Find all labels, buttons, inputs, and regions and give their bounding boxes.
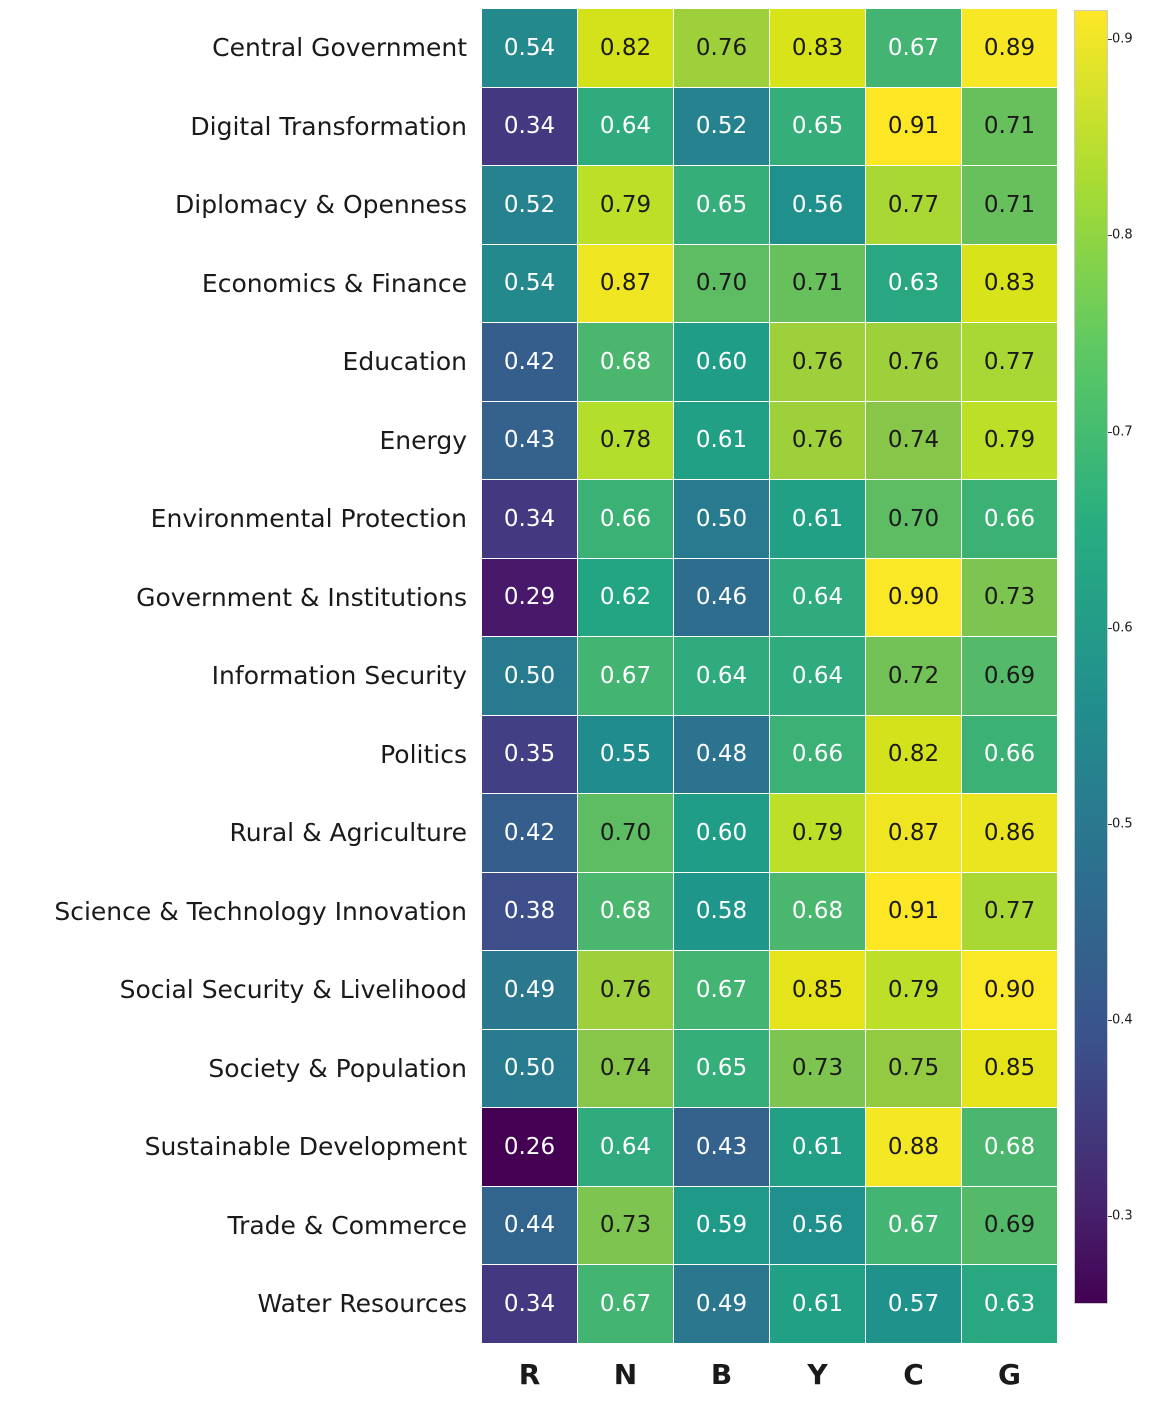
heatmap-cell [674, 637, 770, 716]
cell-value: 0.65 [791, 113, 844, 140]
column-label: Y [807, 1358, 828, 1391]
row-label: Trade & Commerce [227, 1210, 467, 1240]
cell-value: 0.67 [887, 34, 940, 61]
heatmap-cell [962, 794, 1058, 873]
heatmap-row [0, 9, 1058, 88]
heatmap-cell [962, 1108, 1058, 1187]
cell-value: 0.67 [599, 662, 652, 689]
cell-value: 0.62 [599, 584, 652, 611]
heatmap-cell [578, 323, 674, 402]
row-label: Government & Institutions [136, 582, 467, 612]
cell-value: 0.61 [791, 1290, 844, 1317]
cell-value: 0.73 [599, 1212, 652, 1239]
heatmap-cell [482, 1029, 578, 1108]
cell-value: 0.85 [791, 976, 844, 1003]
cell-value: 0.44 [503, 1212, 556, 1239]
heatmap-cell [962, 166, 1058, 245]
cell-value: 0.49 [503, 976, 556, 1003]
heatmap-cell [674, 794, 770, 873]
cell-value: 0.50 [695, 505, 748, 532]
cell-value: 0.72 [887, 662, 940, 689]
cell-value: 0.71 [983, 191, 1036, 218]
heatmap-row [0, 87, 1058, 166]
cell-value: 0.76 [791, 427, 844, 454]
heatmap-cell [962, 558, 1058, 637]
heatmap-cell [770, 1265, 866, 1344]
heatmap-cell [770, 1186, 866, 1265]
heatmap-cell [770, 1108, 866, 1187]
colorbar-tick-label: 0.7 [1112, 424, 1133, 440]
heatmap-cell [482, 1108, 578, 1187]
cell-value: 0.50 [503, 1055, 556, 1082]
cell-value: 0.55 [599, 741, 652, 768]
cell-value: 0.35 [503, 741, 556, 768]
cell-value: 0.42 [503, 348, 556, 375]
heatmap-cell [482, 951, 578, 1030]
cell-value: 0.79 [599, 191, 652, 218]
row-label: Environmental Protection [150, 504, 467, 534]
heatmap-cell [866, 637, 962, 716]
heatmap-cell [962, 401, 1058, 480]
cell-value: 0.77 [983, 898, 1036, 925]
heatmap-cell [482, 480, 578, 559]
heatmap-cell [770, 951, 866, 1030]
heatmap-cell [770, 872, 866, 951]
cell-value: 0.64 [695, 662, 748, 689]
row-label: Education [342, 347, 467, 377]
heatmap-cell [674, 323, 770, 402]
cell-value: 0.87 [887, 819, 940, 846]
column-label: R [518, 1358, 541, 1391]
heatmap-cell [482, 1186, 578, 1265]
heatmap-cell [674, 9, 770, 88]
heatmap-cell [674, 166, 770, 245]
cell-value: 0.42 [503, 819, 556, 846]
row-label: Sustainable Development [144, 1132, 467, 1162]
heatmap-row [0, 1186, 1058, 1265]
cell-value: 0.56 [791, 1212, 844, 1239]
row-label: Society & Population [208, 1053, 467, 1083]
heatmap-row [0, 872, 1058, 951]
cell-value: 0.48 [695, 741, 748, 768]
heatmap-cell [482, 166, 578, 245]
cell-value: 0.70 [887, 505, 940, 532]
cell-value: 0.77 [983, 348, 1036, 375]
heatmap-cell [770, 480, 866, 559]
cell-value: 0.76 [791, 348, 844, 375]
heatmap-cell [578, 794, 674, 873]
cell-value: 0.71 [983, 113, 1036, 140]
cell-value: 0.68 [599, 898, 652, 925]
cell-value: 0.61 [695, 427, 748, 454]
cell-value: 0.59 [695, 1212, 748, 1239]
cell-value: 0.70 [599, 819, 652, 846]
heatmap-row [0, 480, 1058, 559]
heatmap-cell [482, 87, 578, 166]
heatmap-cell [866, 87, 962, 166]
row-label: Diplomacy & Openness [175, 190, 467, 220]
heatmap-row [0, 637, 1058, 716]
cell-value: 0.38 [503, 898, 556, 925]
heatmap-row [0, 1108, 1058, 1187]
cell-value: 0.70 [695, 270, 748, 297]
heatmap-cell [866, 1265, 962, 1344]
heatmap-row [0, 1029, 1058, 1108]
heatmap-cell [866, 715, 962, 794]
cell-value: 0.61 [791, 505, 844, 532]
cell-value: 0.69 [983, 662, 1036, 689]
heatmap-cell [770, 87, 866, 166]
cell-value: 0.74 [887, 427, 940, 454]
heatmap-cell [674, 715, 770, 794]
cell-value: 0.73 [983, 584, 1036, 611]
heatmap-cell [866, 872, 962, 951]
cell-value: 0.88 [887, 1133, 940, 1160]
heatmap-cell [578, 1265, 674, 1344]
cell-value: 0.57 [887, 1290, 940, 1317]
colorbar-tick-label: 0.9 [1112, 31, 1133, 47]
cell-value: 0.75 [887, 1055, 940, 1082]
heatmap-cell [866, 401, 962, 480]
cell-value: 0.63 [983, 1290, 1036, 1317]
cell-value: 0.79 [983, 427, 1036, 454]
heatmap-cell [770, 715, 866, 794]
cell-value: 0.83 [983, 270, 1036, 297]
heatmap-cell [962, 637, 1058, 716]
cell-value: 0.34 [503, 505, 556, 532]
heatmap-cell [866, 1029, 962, 1108]
heatmap-row [0, 951, 1058, 1030]
heatmap-cell [770, 244, 866, 323]
heatmap-cell [962, 872, 1058, 951]
cell-value: 0.68 [983, 1133, 1036, 1160]
cell-value: 0.34 [503, 113, 556, 140]
heatmap-cell [770, 401, 866, 480]
cell-value: 0.58 [695, 898, 748, 925]
cell-value: 0.91 [887, 113, 940, 140]
cell-value: 0.49 [695, 1290, 748, 1317]
heatmap-cell [578, 166, 674, 245]
heatmap-cell [482, 794, 578, 873]
cell-value: 0.56 [791, 191, 844, 218]
row-label: Social Security & Livelihood [119, 975, 467, 1005]
heatmap-cell [770, 637, 866, 716]
cell-value: 0.67 [887, 1212, 940, 1239]
column-label: C [903, 1358, 924, 1391]
cell-value: 0.82 [599, 34, 652, 61]
heatmap-cell [578, 715, 674, 794]
heatmap-row [0, 715, 1058, 794]
row-label: Economics & Finance [201, 268, 467, 298]
heatmap-cell [866, 1108, 962, 1187]
heatmap-cell [578, 1186, 674, 1265]
heatmap-cell [674, 1029, 770, 1108]
cell-value: 0.71 [791, 270, 844, 297]
cell-value: 0.64 [599, 1133, 652, 1160]
cell-value: 0.64 [599, 113, 652, 140]
cell-value: 0.76 [695, 34, 748, 61]
cell-value: 0.60 [695, 819, 748, 846]
row-label: Politics [380, 739, 467, 769]
heatmap-cell [578, 244, 674, 323]
cell-value: 0.66 [791, 741, 844, 768]
cell-value: 0.43 [503, 427, 556, 454]
cell-value: 0.63 [887, 270, 940, 297]
cell-value: 0.74 [599, 1055, 652, 1082]
heatmap-cell [866, 480, 962, 559]
heatmap-cell [578, 9, 674, 88]
cell-value: 0.29 [503, 584, 556, 611]
cell-value: 0.85 [983, 1055, 1036, 1082]
cell-value: 0.66 [983, 505, 1036, 532]
heatmap-cell [674, 558, 770, 637]
colorbar-tick-label: 0.5 [1112, 816, 1133, 832]
colorbar [1074, 10, 1108, 1304]
heatmap-cell [482, 558, 578, 637]
cell-value: 0.90 [887, 584, 940, 611]
heatmap-cell [578, 951, 674, 1030]
heatmap-cell [962, 244, 1058, 323]
row-label: Information Security [211, 661, 467, 691]
heatmap-cell [866, 951, 962, 1030]
heatmap-cell [482, 715, 578, 794]
cell-value: 0.67 [695, 976, 748, 1003]
heatmap-cell [962, 951, 1058, 1030]
cell-value: 0.65 [695, 191, 748, 218]
cell-value: 0.46 [695, 584, 748, 611]
cell-value: 0.90 [983, 976, 1036, 1003]
cell-value: 0.69 [983, 1212, 1036, 1239]
heatmap-cell [578, 558, 674, 637]
heatmap-cell [674, 401, 770, 480]
heatmap-cell [770, 166, 866, 245]
heatmap-cell [482, 1265, 578, 1344]
heatmap-cell [962, 323, 1058, 402]
heatmap-row [0, 166, 1058, 245]
heatmap-cell [578, 1108, 674, 1187]
heatmap-cell [482, 323, 578, 402]
heatmap-cell [674, 87, 770, 166]
cell-value: 0.50 [503, 662, 556, 689]
heatmap-cell [866, 166, 962, 245]
cell-value: 0.26 [503, 1133, 556, 1160]
corner-spacer [0, 1343, 482, 1406]
heatmap-cell [770, 323, 866, 402]
row-label: Rural & Agriculture [229, 818, 467, 848]
cell-value: 0.65 [695, 1055, 748, 1082]
heatmap-cell [962, 9, 1058, 88]
heatmap-cell [578, 872, 674, 951]
heatmap-cell [674, 951, 770, 1030]
cell-value: 0.89 [983, 34, 1036, 61]
heatmap-cell [674, 872, 770, 951]
column-label: B [710, 1358, 733, 1391]
heatmap-cell [962, 715, 1058, 794]
heatmap-table [0, 8, 1058, 1406]
heatmap-cell [770, 9, 866, 88]
cell-value: 0.64 [791, 584, 844, 611]
column-label: G [998, 1358, 1021, 1391]
heatmap-cell [866, 323, 962, 402]
heatmap-cell [674, 244, 770, 323]
cell-value: 0.60 [695, 348, 748, 375]
cell-value: 0.64 [791, 662, 844, 689]
cell-value: 0.76 [599, 976, 652, 1003]
row-label: Central Government [212, 33, 467, 63]
cell-value: 0.54 [503, 34, 556, 61]
heatmap-cell [866, 244, 962, 323]
cell-value: 0.52 [503, 191, 556, 218]
heatmap-row [0, 558, 1058, 637]
heatmap-cell [866, 1186, 962, 1265]
cell-value: 0.54 [503, 270, 556, 297]
cell-value: 0.76 [887, 348, 940, 375]
cell-value: 0.86 [983, 819, 1036, 846]
heatmap-row [0, 1265, 1058, 1344]
heatmap-cell [482, 401, 578, 480]
cell-value: 0.79 [887, 976, 940, 1003]
row-label: Energy [379, 425, 467, 455]
cell-value: 0.34 [503, 1290, 556, 1317]
cell-value: 0.78 [599, 427, 652, 454]
cell-value: 0.68 [599, 348, 652, 375]
cell-value: 0.83 [791, 34, 844, 61]
heatmap-cell [578, 87, 674, 166]
cell-value: 0.73 [791, 1055, 844, 1082]
heatmap-cell [674, 1108, 770, 1187]
cell-value: 0.67 [599, 1290, 652, 1317]
cell-value: 0.68 [791, 898, 844, 925]
cell-value: 0.77 [887, 191, 940, 218]
heatmap-column-header-row [0, 1343, 1058, 1406]
heatmap-cell [962, 1186, 1058, 1265]
cell-value: 0.66 [599, 505, 652, 532]
cell-value: 0.82 [887, 741, 940, 768]
colorbar-tick-label: 0.4 [1112, 1012, 1133, 1028]
heatmap-cell [578, 480, 674, 559]
heatmap-cell [578, 637, 674, 716]
heatmap-cell [770, 794, 866, 873]
row-label: Digital Transformation [190, 111, 467, 141]
heatmap-cell [770, 1029, 866, 1108]
heatmap-row [0, 401, 1058, 480]
cell-value: 0.52 [695, 113, 748, 140]
heatmap-cell [482, 244, 578, 323]
cell-value: 0.79 [791, 819, 844, 846]
heatmap-cell [674, 480, 770, 559]
heatmap-cell [962, 87, 1058, 166]
heatmap-cell [482, 872, 578, 951]
heatmap-cell [962, 1265, 1058, 1344]
colorbar-tick-label: 0.6 [1112, 620, 1133, 636]
heatmap-cell [866, 794, 962, 873]
cell-value: 0.87 [599, 270, 652, 297]
heatmap-cell [866, 558, 962, 637]
colorbar-tick-label: 0.8 [1112, 227, 1133, 243]
row-label: Science & Technology Innovation [54, 896, 467, 926]
colorbar-tick-label: 0.3 [1112, 1208, 1133, 1224]
cell-value: 0.66 [983, 741, 1036, 768]
heatmap-cell [770, 558, 866, 637]
cell-value: 0.61 [791, 1133, 844, 1160]
heatmap-row [0, 323, 1058, 402]
column-label: N [613, 1358, 638, 1391]
heatmap-cell [482, 637, 578, 716]
heatmap-cell [866, 9, 962, 88]
row-label: Water Resources [257, 1289, 467, 1319]
heatmap-cell [962, 480, 1058, 559]
heatmap-cell [578, 1029, 674, 1108]
heatmap-row [0, 244, 1058, 323]
heatmap-cell [674, 1265, 770, 1344]
heatmap-row [0, 794, 1058, 873]
cell-value: 0.43 [695, 1133, 748, 1160]
heatmap-cell [962, 1029, 1058, 1108]
cell-value: 0.91 [887, 898, 940, 925]
heatmap-cell [674, 1186, 770, 1265]
heatmap-cell [578, 401, 674, 480]
heatmap-cell [482, 9, 578, 88]
